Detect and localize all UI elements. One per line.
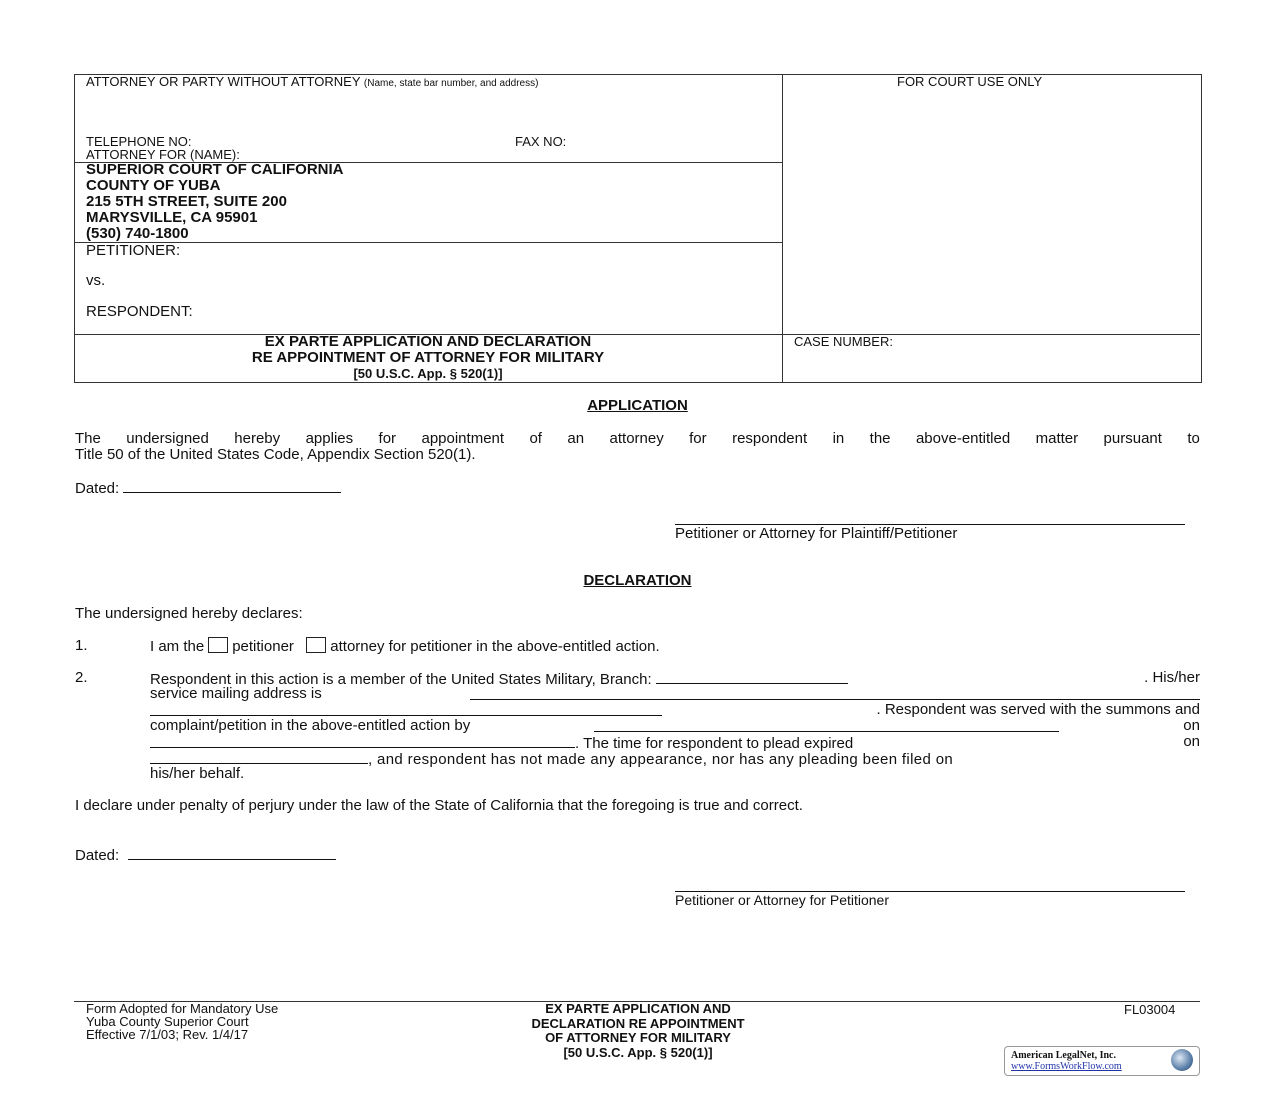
- word: undersigned: [126, 430, 209, 447]
- item2-line: [150, 685, 1200, 702]
- word: attorney: [609, 430, 664, 447]
- item2-text: on: [1183, 717, 1200, 734]
- word: in: [832, 430, 845, 447]
- word: matter: [1035, 430, 1079, 447]
- item2-text: Respondent in this action is a member of the United States Military, Branch:: [150, 671, 652, 688]
- expired-date-field[interactable]: [150, 749, 368, 764]
- application-heading: APPLICATION: [587, 397, 688, 414]
- court-use-label: FOR COURT USE ONLY: [897, 74, 1043, 89]
- mailing-address-field[interactable]: [470, 685, 1200, 700]
- dated-label: Dated:: [75, 847, 120, 864]
- attorney-label: ATTORNEY OR PARTY WITHOUT ATTORNEY (Name, state bar number, and address): [86, 74, 539, 89]
- divider: [782, 74, 783, 382]
- petitioner-checkbox[interactable]: [208, 637, 228, 653]
- item2-text: his/her behalf.: [150, 765, 245, 782]
- item2-text: . Respondent was served with the summons and: [876, 701, 1200, 718]
- item2-text: service mailing address is: [150, 685, 322, 702]
- attorney-checkbox[interactable]: [306, 637, 326, 653]
- form-number: FL03004: [1124, 1002, 1176, 1017]
- logo-name: American LegalNet, Inc.: [1011, 1050, 1116, 1061]
- footer-left: [86, 1002, 278, 1041]
- word: appointment: [421, 430, 505, 447]
- attorney-option: attorney for petitioner in the above-entitled action.: [330, 638, 660, 655]
- divider: [74, 242, 782, 243]
- dated-field[interactable]: [128, 845, 336, 860]
- title-citation: [50 U.S.C. App. § 520(1)]: [353, 366, 503, 381]
- footer-title-line: OF ATTORNEY FOR MILITARY: [545, 1030, 731, 1045]
- item1-text: [150, 637, 660, 655]
- logo-link[interactable]: www.FormsWorkFlow.com: [1011, 1061, 1122, 1072]
- footer-text: Yuba County Superior Court: [86, 1014, 249, 1029]
- attorney-for-label: ATTORNEY FOR (NAME):: [86, 147, 240, 162]
- item2-text: , and respondent has not made any appearance, nor has any pleading been filed on: [368, 751, 954, 768]
- application-text-line2: Title 50 of the United States Code, Appendix Section 520(1).: [75, 446, 476, 463]
- served-date-field[interactable]: [150, 733, 575, 748]
- application-text-line1: [75, 430, 1200, 447]
- court-phone: (530) 740-1800: [86, 225, 189, 242]
- word: for: [689, 430, 707, 447]
- case-number-label: CASE NUMBER:: [794, 334, 893, 349]
- dated-field[interactable]: [123, 478, 341, 493]
- item2-text: complaint/petition in the above-entitled action by: [150, 717, 471, 734]
- court-city: MARYSVILLE, CA 95901: [86, 209, 258, 226]
- word: above-entitled: [915, 430, 1011, 447]
- vs-label: vs.: [86, 272, 106, 289]
- word: of: [529, 430, 542, 447]
- word: an: [567, 430, 585, 447]
- application-dated: [75, 478, 341, 497]
- dated-label: Dated:: [75, 480, 120, 497]
- form-title: [74, 334, 782, 382]
- item1-prefix: I am the: [150, 638, 205, 655]
- footer-title-line: EX PARTE APPLICATION AND: [545, 1001, 731, 1016]
- item2-text: . The time for respondent to plead expired: [575, 735, 854, 752]
- item2-text: . His/her: [1144, 669, 1200, 686]
- declaration-intro: The undersigned hereby declares:: [75, 605, 303, 622]
- item2-line: [150, 701, 1200, 718]
- signature-caption: Petitioner or Attorney for Petitioner: [675, 892, 889, 908]
- title-line: EX PARTE APPLICATION AND DECLARATION: [264, 333, 592, 350]
- word: pursuant: [1103, 430, 1162, 447]
- legalnet-logo[interactable]: [1004, 1046, 1200, 1076]
- served-by-field[interactable]: [594, 717, 1059, 732]
- footer-title-line: DECLARATION RE APPOINTMENT: [531, 1015, 745, 1031]
- signature-caption: Petitioner or Attorney for Plaintiff/Petitioner: [675, 525, 958, 542]
- declaration-heading: DECLARATION: [583, 572, 692, 589]
- mailing-address-field-2[interactable]: [150, 701, 662, 716]
- telephone-label: TELEPHONE NO:: [86, 134, 192, 149]
- item-number: 2.: [75, 669, 88, 686]
- court-county: COUNTY OF YUBA: [86, 177, 221, 194]
- word: to: [1187, 430, 1200, 447]
- word: The: [75, 430, 101, 447]
- item2-line: [150, 749, 1200, 768]
- petitioner-label: PETITIONER:: [86, 242, 181, 259]
- declaration-dated: [75, 845, 336, 864]
- item-number: 1.: [75, 637, 88, 654]
- word: the: [869, 430, 891, 447]
- word: respondent: [732, 430, 808, 447]
- footer-title: [438, 1002, 838, 1060]
- court-address: [86, 162, 344, 242]
- word: hereby: [234, 430, 281, 447]
- branch-field[interactable]: [656, 669, 848, 684]
- globe-icon: [1171, 1049, 1193, 1071]
- footer-text: Effective 7/1/03; Rev. 1/4/17: [86, 1027, 249, 1042]
- item2-text: on: [1183, 733, 1200, 750]
- footer-title-line: [50 U.S.C. App. § 520(1)]: [563, 1044, 713, 1060]
- perjury-statement: I declare under penalty of perjury under the law of the State of California that the foregoing is true and correct.: [75, 797, 803, 814]
- word: for: [378, 430, 397, 447]
- respondent-label: RESPONDENT:: [86, 303, 193, 320]
- word: applies: [305, 430, 354, 447]
- fax-label: FAX NO:: [515, 134, 567, 149]
- footer-text: Form Adopted for Mandatory Use: [86, 1001, 279, 1016]
- court-street: 215 5TH STREET, SUITE 200: [86, 193, 287, 210]
- item2-line: [150, 717, 1200, 734]
- title-line: RE APPOINTMENT OF ATTORNEY FOR MILITARY: [251, 349, 605, 366]
- petitioner-option: petitioner: [232, 638, 294, 655]
- court-name: SUPERIOR COURT OF CALIFORNIA: [86, 161, 344, 178]
